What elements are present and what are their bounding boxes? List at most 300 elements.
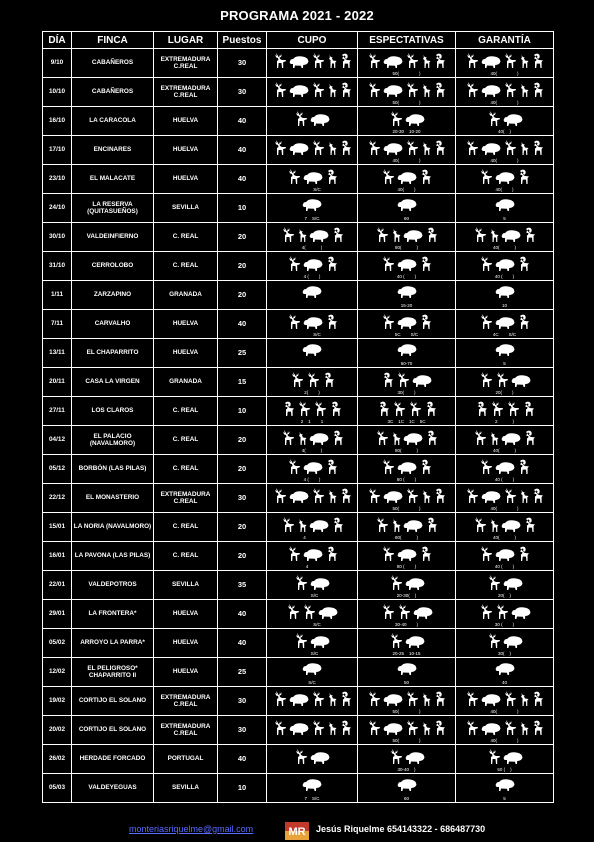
cell-puestos: 20 xyxy=(218,455,267,484)
quantity-label: 50( xyxy=(392,70,399,76)
cupo-quantities xyxy=(269,680,355,685)
cupo-content xyxy=(267,484,357,512)
cell-lugar: HUELVA xyxy=(154,629,218,658)
boar-icon xyxy=(495,285,515,298)
cell-lugar: C. REAL xyxy=(154,223,218,252)
gar-content xyxy=(456,223,553,251)
boar-icon xyxy=(289,490,309,503)
cupo-content xyxy=(267,629,357,657)
quantity-label: ) xyxy=(414,563,417,569)
cell-finca: EL CHAPARRITO xyxy=(72,339,154,368)
esp-icons xyxy=(358,256,455,271)
deer-icon xyxy=(287,169,301,184)
cell-finca: ZARZAPINO xyxy=(72,281,154,310)
cell-finca: CABAÑEROS xyxy=(72,78,154,107)
quantity-label: 40( xyxy=(497,128,505,134)
esp-content xyxy=(358,455,455,483)
boar-icon xyxy=(481,490,501,503)
quantity-label: 7 xyxy=(304,795,307,801)
boar-icon xyxy=(397,285,417,298)
gar-content xyxy=(456,107,553,135)
gar-quantities xyxy=(458,622,551,627)
cupo-quantities xyxy=(269,245,355,250)
mouflon-icon xyxy=(425,430,438,445)
esp-quantities xyxy=(360,187,453,192)
quantity-label: 40( xyxy=(492,244,500,250)
table-row xyxy=(43,629,554,658)
cupo-content xyxy=(267,310,357,338)
mouflon-icon xyxy=(331,430,344,445)
cell-puestos: 20 xyxy=(218,223,267,252)
mouflon-icon xyxy=(531,720,544,735)
cell-gar xyxy=(456,223,554,252)
esp-icons xyxy=(358,140,455,155)
cupo-icons xyxy=(267,633,357,648)
deer-icon xyxy=(392,401,406,416)
cell-puestos: 20 xyxy=(218,281,267,310)
deer-icon xyxy=(465,140,479,155)
deer-icon xyxy=(297,401,311,416)
deer-icon xyxy=(287,546,301,561)
gar-content xyxy=(456,658,553,686)
quantity-label: ) xyxy=(419,505,421,511)
esp-icons xyxy=(358,169,455,184)
quantity-label: S/C xyxy=(313,186,321,192)
boar-icon xyxy=(383,490,403,503)
quantity-label: 4 xyxy=(303,534,306,540)
gar-content xyxy=(456,426,553,454)
gar-quantities xyxy=(458,477,551,482)
cell-lugar: C. REAL xyxy=(154,542,218,571)
cell-lugar: HUELVA xyxy=(154,107,218,136)
cell-lugar: HUELVA xyxy=(154,310,218,339)
table-row xyxy=(43,774,554,803)
cell-finca: CABAÑEROS xyxy=(72,49,154,78)
deer-icon xyxy=(273,691,287,706)
cell-cupo xyxy=(267,310,358,339)
boar-icon xyxy=(503,635,523,648)
header-finca: FINCA xyxy=(72,32,154,49)
boar-icon xyxy=(405,577,425,590)
quantity-label: 40( xyxy=(490,157,497,163)
gar-icons xyxy=(456,285,553,298)
cupo-icons xyxy=(267,488,357,503)
quantity-label: ) xyxy=(419,157,421,163)
mouflon-icon xyxy=(419,256,432,271)
deer-icon xyxy=(503,82,517,97)
cupo-icons xyxy=(267,604,357,619)
esp-quantities xyxy=(360,796,453,801)
doe-icon xyxy=(489,431,499,445)
cell-puestos: 20 xyxy=(218,252,267,281)
cell-gar xyxy=(456,513,554,542)
quantity-label: ) xyxy=(512,389,514,395)
quantity-label: S/C xyxy=(508,331,517,337)
cell-lugar: GRANADA xyxy=(154,281,218,310)
gar-content xyxy=(456,397,553,425)
quantity-label: ) xyxy=(510,766,512,772)
table-row xyxy=(43,600,554,629)
quantity-label: 4C xyxy=(492,331,499,337)
boar-icon xyxy=(310,113,330,126)
cupo-icons xyxy=(267,662,357,675)
quantity-label: S/C xyxy=(313,331,321,337)
quantity-label: 2 xyxy=(494,418,498,424)
deer-icon xyxy=(465,691,479,706)
quantity-label: 1C xyxy=(398,418,404,424)
deer-icon xyxy=(367,720,381,735)
gar-icons xyxy=(456,372,553,387)
deer-icon xyxy=(479,459,493,474)
doe-icon xyxy=(519,721,529,735)
esp-icons xyxy=(358,53,455,68)
cell-gar xyxy=(456,136,554,165)
gar-icons xyxy=(456,169,553,184)
deer-icon xyxy=(473,430,487,445)
esp-icons xyxy=(358,749,455,764)
cell-finca: HERDADE FORCADO xyxy=(72,745,154,774)
cell-finca: EL MALACATE xyxy=(72,165,154,194)
cupo-quantities xyxy=(269,448,355,453)
quantity-label: 4 xyxy=(305,563,309,569)
esp-content xyxy=(358,78,455,106)
cell-puestos: 35 xyxy=(218,571,267,600)
quantity-label: 5C xyxy=(394,331,401,337)
cell-lugar: C. REAL xyxy=(154,455,218,484)
logo-text: MR xyxy=(288,826,306,838)
cell-lugar: SEVILLA xyxy=(154,194,218,223)
cell-esp xyxy=(358,542,456,571)
cupo-quantities xyxy=(269,796,355,801)
cupo-quantities xyxy=(269,187,355,192)
cupo-content xyxy=(267,455,357,483)
esp-content xyxy=(358,339,455,367)
quantity-label: ) xyxy=(517,708,519,714)
doe-icon xyxy=(421,692,431,706)
cupo-icons xyxy=(267,575,357,590)
boar-icon xyxy=(397,548,417,561)
cell-cupo xyxy=(267,49,358,78)
cell-puestos: 40 xyxy=(218,600,267,629)
esp-content xyxy=(358,484,455,512)
cell-esp xyxy=(358,368,456,397)
esp-content xyxy=(358,397,455,425)
boar-icon xyxy=(403,519,423,532)
boar-icon xyxy=(289,55,309,68)
boar-icon xyxy=(303,258,323,271)
cell-dia: 05/02 xyxy=(43,629,72,658)
deer-icon xyxy=(273,720,287,735)
gar-content xyxy=(456,368,553,396)
quantity-label: ) xyxy=(416,621,418,627)
gar-content xyxy=(456,455,553,483)
mouflon-icon xyxy=(531,140,544,155)
cell-gar xyxy=(456,571,554,600)
gar-icons xyxy=(456,53,553,68)
quantity-label: ) xyxy=(514,534,516,540)
cell-dia: 1/11 xyxy=(43,281,72,310)
esp-quantities xyxy=(360,477,453,482)
gar-content xyxy=(456,600,553,628)
doe-icon xyxy=(519,83,529,97)
quantity-label: 4( xyxy=(301,447,306,453)
boar-icon xyxy=(289,722,309,735)
mouflon-icon xyxy=(424,401,437,416)
cell-puestos: 20 xyxy=(218,542,267,571)
esp-content xyxy=(358,687,455,715)
boar-icon xyxy=(383,722,403,735)
esp-content xyxy=(358,629,455,657)
quantity-label: ) xyxy=(514,447,516,453)
gar-content xyxy=(456,716,553,744)
esp-icons xyxy=(358,517,455,532)
cupo-content xyxy=(267,542,357,570)
mouflon-icon xyxy=(381,372,394,387)
esp-content xyxy=(358,716,455,744)
cell-esp xyxy=(358,223,456,252)
cupo-icons xyxy=(267,169,357,184)
cell-lugar: EXTREMADURA C.REAL xyxy=(154,49,218,78)
deer-icon xyxy=(503,720,517,735)
deer-icon xyxy=(397,604,411,619)
cell-gar xyxy=(456,600,554,629)
mr-logo-icon xyxy=(285,822,309,840)
mouflon-icon xyxy=(339,691,352,706)
esp-content xyxy=(358,368,455,396)
esp-content xyxy=(358,194,455,222)
deer-icon xyxy=(381,459,395,474)
deer-icon xyxy=(311,82,325,97)
gar-quantities xyxy=(458,767,551,772)
deer-icon xyxy=(389,633,403,648)
esp-content xyxy=(358,49,455,77)
cupo-quantities xyxy=(269,274,355,279)
header-puestos: Puestos xyxy=(218,32,267,49)
deer-icon xyxy=(313,401,327,416)
gar-content xyxy=(456,49,553,77)
cupo-quantities xyxy=(269,535,355,540)
quantity-label: 40 ( xyxy=(494,273,503,279)
deer-icon xyxy=(465,82,479,97)
deer-icon xyxy=(405,691,419,706)
table-row xyxy=(43,223,554,252)
deer-icon xyxy=(311,53,325,68)
quantity-label: 10-20 xyxy=(409,128,421,134)
cell-lugar: SEVILLA xyxy=(154,774,218,803)
boar-icon xyxy=(501,519,521,532)
cell-dia: 20/02 xyxy=(43,716,72,745)
boar-icon xyxy=(303,316,323,329)
deer-icon xyxy=(473,517,487,532)
esp-quantities xyxy=(360,216,453,221)
boar-icon xyxy=(383,142,403,155)
esp-icons xyxy=(358,372,455,387)
table-row xyxy=(43,484,554,513)
esp-content xyxy=(358,513,455,541)
boar-icon xyxy=(397,316,417,329)
esp-icons xyxy=(358,111,455,126)
cell-dia: 9/10 xyxy=(43,49,72,78)
email-link[interactable]: monteriasriquelme@gmail.com xyxy=(129,824,254,834)
cell-lugar: HUELVA xyxy=(154,165,218,194)
cell-lugar: EXTREMADURA C.REAL xyxy=(154,716,218,745)
cell-puestos: 30 xyxy=(218,687,267,716)
esp-quantities xyxy=(360,506,453,511)
doe-icon xyxy=(421,83,431,97)
boar-icon xyxy=(318,606,338,619)
deer-icon xyxy=(367,140,381,155)
esp-quantities xyxy=(360,738,453,743)
doe-icon xyxy=(421,721,431,735)
deer-icon xyxy=(405,720,419,735)
quantity-label: ) xyxy=(514,244,516,250)
esp-quantities xyxy=(360,448,453,453)
gar-quantities xyxy=(458,680,551,685)
esp-icons xyxy=(358,691,455,706)
boar-icon xyxy=(302,198,322,211)
cell-lugar: C. REAL xyxy=(154,252,218,281)
mouflon-icon xyxy=(419,169,432,184)
table-row xyxy=(43,339,554,368)
gar-quantities xyxy=(458,564,551,569)
cupo-icons xyxy=(267,430,357,445)
mouflon-icon xyxy=(339,82,352,97)
quantity-label: 80( xyxy=(394,534,402,540)
boar-icon xyxy=(503,577,523,590)
boar-icon xyxy=(397,198,417,211)
cell-gar xyxy=(456,368,554,397)
cell-finca: EL PELIGROSO* CHAPARRITO II xyxy=(72,658,154,687)
quantity-label: 4 ( xyxy=(303,476,309,482)
cell-esp xyxy=(358,310,456,339)
esp-quantities xyxy=(360,245,453,250)
gar-quantities xyxy=(458,796,551,801)
deer-icon xyxy=(294,111,308,126)
gar-content xyxy=(456,687,553,715)
boar-icon xyxy=(495,316,515,329)
quantity-label: 1C xyxy=(409,418,415,424)
cell-esp xyxy=(358,658,456,687)
cell-dia: 23/10 xyxy=(43,165,72,194)
cell-cupo xyxy=(267,194,358,223)
cell-cupo xyxy=(267,745,358,774)
quantity-label: 20( xyxy=(497,592,505,598)
deer-icon xyxy=(294,633,308,648)
boar-icon xyxy=(495,171,515,184)
esp-icons xyxy=(358,575,455,590)
table-row xyxy=(43,368,554,397)
gar-icons xyxy=(456,720,553,735)
quantity-label: ) xyxy=(517,737,519,743)
cupo-content xyxy=(267,571,357,599)
cell-finca: VALDEYEGUAS xyxy=(72,774,154,803)
boar-icon xyxy=(495,662,515,675)
cell-dia: 15/01 xyxy=(43,513,72,542)
quantity-label: ) xyxy=(509,128,511,134)
boar-icon xyxy=(403,432,423,445)
cell-lugar: C. REAL xyxy=(154,397,218,426)
boar-icon xyxy=(302,343,322,356)
boar-icon xyxy=(289,693,309,706)
doe-icon xyxy=(421,489,431,503)
boar-icon xyxy=(405,113,425,126)
quantity-label: 50( xyxy=(392,737,399,743)
boar-icon xyxy=(481,55,501,68)
quantity-label: S/C xyxy=(312,215,320,221)
cell-esp xyxy=(358,78,456,107)
boar-icon xyxy=(403,229,423,242)
quantity-label: ) xyxy=(414,766,416,772)
deer-icon xyxy=(405,488,419,503)
esp-quantities xyxy=(360,564,453,569)
deer-icon xyxy=(381,169,395,184)
cell-puestos: 30 xyxy=(218,716,267,745)
cell-gar xyxy=(456,542,554,571)
cell-puestos: 25 xyxy=(218,658,267,687)
mouflon-icon xyxy=(331,227,344,242)
esp-icons xyxy=(358,401,455,416)
boar-icon xyxy=(501,432,521,445)
quantity-label: S/C xyxy=(410,331,419,337)
boar-icon xyxy=(309,229,329,242)
deer-icon xyxy=(405,53,419,68)
deer-icon xyxy=(294,575,308,590)
cell-esp xyxy=(358,426,456,455)
mouflon-icon xyxy=(339,140,352,155)
cell-finca: LA FRONTERA* xyxy=(72,600,154,629)
cupo-icons xyxy=(267,198,357,211)
quantity-label: 50( xyxy=(392,99,399,105)
cell-cupo xyxy=(267,716,358,745)
mouflon-icon xyxy=(419,314,432,329)
quantity-label: 40( xyxy=(490,737,497,743)
deer-icon xyxy=(479,604,493,619)
esp-icons xyxy=(358,314,455,329)
cupo-icons xyxy=(267,82,357,97)
quantity-label: ) xyxy=(320,447,323,453)
deer-icon xyxy=(408,401,422,416)
deer-icon xyxy=(281,227,295,242)
mouflon-icon xyxy=(419,546,432,561)
cell-gar xyxy=(456,658,554,687)
deer-icon xyxy=(405,140,419,155)
doe-icon xyxy=(297,228,307,242)
mouflon-icon xyxy=(475,401,488,416)
quantity-label: ) xyxy=(419,737,421,743)
boar-icon xyxy=(481,142,501,155)
cell-esp xyxy=(358,484,456,513)
cell-gar xyxy=(456,397,554,426)
boar-icon xyxy=(310,751,330,764)
cell-gar xyxy=(456,78,554,107)
doe-icon xyxy=(519,54,529,68)
doe-icon xyxy=(391,518,401,532)
quantity-label: S/C xyxy=(312,795,320,801)
quantity-label: ) xyxy=(512,476,515,482)
quantity-label: 40 ( xyxy=(396,273,405,279)
quantity-label: ) xyxy=(416,534,418,540)
esp-content xyxy=(358,223,455,251)
cell-finca: LA NORIA (NAVALMORO) xyxy=(72,513,154,542)
quantity-label: ) xyxy=(414,273,417,279)
esp-quantities xyxy=(360,680,453,685)
quantity-label: S/C xyxy=(308,679,316,685)
deer-icon xyxy=(503,140,517,155)
cell-cupo xyxy=(267,571,358,600)
boar-icon xyxy=(397,171,417,184)
quantity-label: 40( xyxy=(490,99,497,105)
cell-finca: LA PAVONA (LAS PILAS) xyxy=(72,542,154,571)
